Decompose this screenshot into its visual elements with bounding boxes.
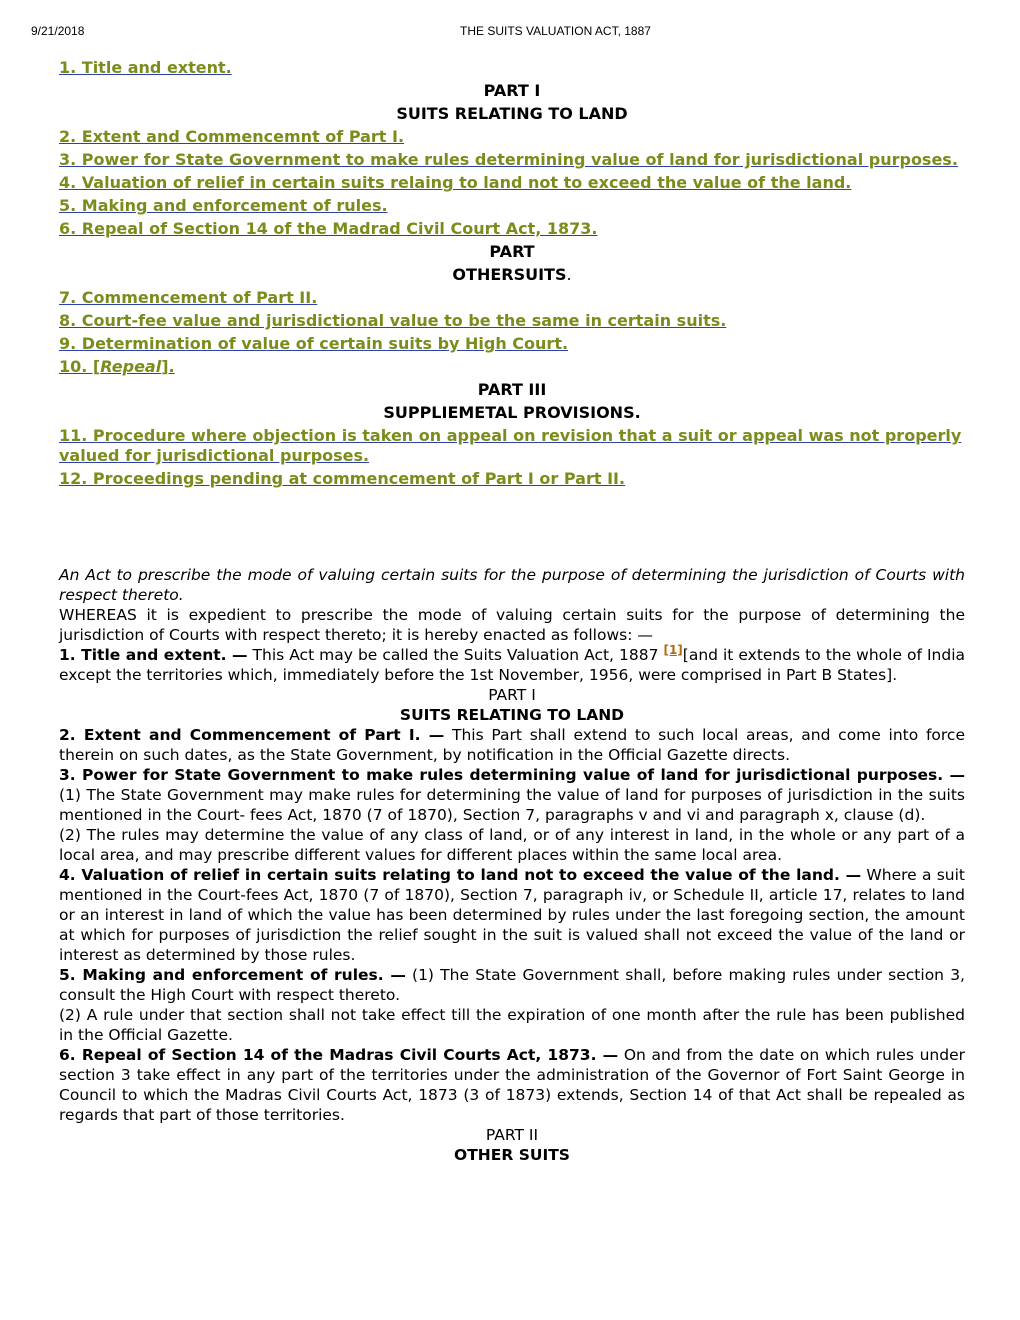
toc-part2-label: PART bbox=[489, 242, 535, 261]
toc-link-section-5[interactable]: 5. Making and enforcement of rules. bbox=[59, 196, 388, 215]
part2-title: OTHER SUITS bbox=[454, 1146, 570, 1164]
toc-part3-label: PART III bbox=[477, 380, 547, 399]
toc-link-section-11[interactable]: 11. Procedure where objection is taken on appeal on revision that a suit or appeal was not properly valued for jurisdictional purposes. bbox=[59, 426, 962, 465]
whereas-clause: WHEREAS it is expedient to prescribe the mode of valuing certain suits for the purpose of determining the jurisdiction of Courts with respect thereto; it is hereby enacted as follows: — bbox=[59, 606, 965, 644]
toc-part2-title-dot: . bbox=[566, 265, 572, 284]
section-5-text-1: (1) The State Government shall, before making rules under section 3, consult the High Court with respect thereto. bbox=[59, 966, 965, 1004]
print-date: 9/21/2018 bbox=[31, 24, 85, 38]
print-title: THE SUITS VALUATION ACT, 1887 bbox=[460, 24, 651, 38]
part1-label: PART I bbox=[488, 686, 536, 704]
toc-item10-suffix: ]. bbox=[161, 357, 175, 376]
section-3 bbox=[59, 765, 965, 825]
section-2-text: This Part shall extend to such local areas, and come into force therein on such dates, as the State Government, by notification in the Official Gazette directs. bbox=[59, 726, 965, 764]
toc-part1-title: SUITS RELATING TO LAND bbox=[396, 104, 628, 123]
section-5 bbox=[59, 965, 965, 1005]
toc-part1-label: PART I bbox=[483, 81, 541, 100]
toc-link-section-12[interactable]: 12. Proceedings pending at commencement of Part I or Part II. bbox=[59, 469, 626, 488]
act-preamble: An Act to prescribe the mode of valuing certain suits for the purpose of determining the jurisdiction of Courts with respect thereto. bbox=[59, 566, 965, 604]
toc-link-section-1[interactable]: 1. Title and extent. bbox=[59, 58, 232, 77]
footnote-link[interactable]: [1] bbox=[663, 642, 683, 657]
toc-link-section-10[interactable] bbox=[59, 357, 965, 377]
toc-item10-repeal: Repeal bbox=[100, 357, 162, 376]
section-4-text: Where a suit mentioned in the Court-fees Act, 1870 (7 of 1870), Section 7, paragraph iv, or Schedule II, article 17, relates to land or an interest in land of which the value has been determined by rules under the last foregoing section, the amount at which for purposes of jurisdiction the relief sought in the suit is valued shall not exceed the value of the land or interest as determined by those rules. bbox=[59, 866, 965, 964]
toc-part2-title-text: OTHERSUITS bbox=[452, 265, 567, 284]
section-1-text-a: This Act may be called the Suits Valuation Act, 1887 bbox=[247, 646, 664, 664]
section-3-subsection-2: (2) The rules may determine the value of any class of land, or of any interest in land, in the whole or any part of a local area, and may prescribe different values for different places within the same local area. bbox=[59, 826, 965, 864]
section-1-title: 1. Title and extent. — bbox=[59, 646, 248, 664]
table-of-contents bbox=[59, 58, 965, 489]
toc-link-section-4[interactable]: 4. Valuation of relief in certain suits relaing to land not to exceed the value of the land. bbox=[59, 173, 852, 192]
toc-link-section-9[interactable]: 9. Determination of value of certain suits by High Court. bbox=[59, 334, 569, 353]
toc-item10-prefix: 10. [ bbox=[59, 357, 101, 376]
section-1 bbox=[59, 642, 965, 685]
section-5-subsection-2: (2) A rule under that section shall not take effect till the expiration of one month after the rule has been published in the Official Gazette. bbox=[59, 1006, 965, 1044]
act-body bbox=[59, 565, 965, 1165]
section-3-title: 3. Power for State Government to make rules determining value of land for jurisdictional purposes. — bbox=[59, 766, 965, 784]
section-4-title: 4. Valuation of relief in certain suits relating to land not to exceed the value of the land. — bbox=[59, 866, 862, 884]
section-6 bbox=[59, 1045, 965, 1125]
toc-link-section-2[interactable]: 2. Extent and Commencemnt of Part I. bbox=[59, 127, 405, 146]
page-header bbox=[0, 24, 1020, 40]
section-1-text-b: [and it extends to the whole of India except the territories which, immediately before the 1st November, 1956, were comprised in Part B States]. bbox=[59, 646, 965, 684]
section-3-text-1: (1) The State Government may make rules for determining the value of land for purposes of jurisdiction in the suits mentioned in the Court- fees Act, 1870 (7 of 1870), Section 7, paragraphs v and vi and paragraph x, clause (d). bbox=[59, 786, 965, 824]
section-6-title: 6. Repeal of Section 14 of the Madras Civil Courts Act, 1873. — bbox=[59, 1046, 619, 1064]
document-content bbox=[59, 58, 965, 1165]
section-6-text: On and from the date on which rules under section 3 take effect in any part of the territories under the administration of the Governor of Fort Saint George in Council to which the Madras Civil Courts Act, 1873 (3 of 1873) extends, Section 14 of that Act shall be repealed as regards that part of those territories. bbox=[59, 1046, 965, 1124]
section-5-title: 5. Making and enforcement of rules. — bbox=[59, 966, 406, 984]
spacer bbox=[59, 492, 965, 565]
section-2-title: 2. Extent and Commencement of Part I. — bbox=[59, 726, 445, 744]
part2-label: PART II bbox=[485, 1126, 539, 1144]
toc-link-section-6[interactable]: 6. Repeal of Section 14 of the Madrad Civil Court Act, 1873. bbox=[59, 219, 598, 238]
toc-link-section-7[interactable]: 7. Commencement of Part II. bbox=[59, 288, 318, 307]
toc-link-section-8[interactable]: 8. Court-fee value and jurisdictional value to be the same in certain suits. bbox=[59, 311, 727, 330]
toc-part3-title: SUPPLIEMETAL PROVISIONS. bbox=[383, 403, 641, 422]
part1-title: SUITS RELATING TO LAND bbox=[399, 706, 625, 724]
section-2 bbox=[59, 725, 965, 765]
toc-part2-title bbox=[59, 265, 965, 285]
toc-link-section-3[interactable]: 3. Power for State Government to make rules determining value of land for jurisdictional purposes. bbox=[59, 150, 958, 169]
section-4 bbox=[59, 865, 965, 965]
